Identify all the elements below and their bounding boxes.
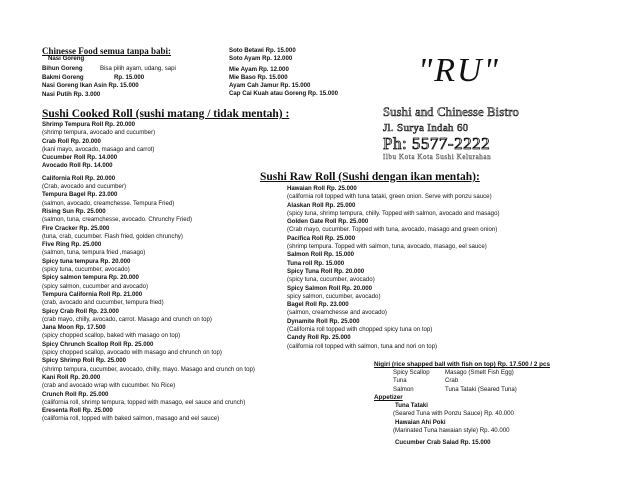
logo-line-2: Jl. Surya Indah 60 <box>383 122 469 134</box>
list-item: Bihun Goreng Bisa pilih ayam, udang, sapi <box>42 65 176 73</box>
menu-item-desc: (kani mayo, avocado, masago and carrot) <box>42 145 155 153</box>
menu-item-desc: (crab mayo, chilly, avocado, carrot. Masago and crunch on top) <box>42 315 212 323</box>
list-item: Tuna Tataki <box>395 402 428 409</box>
menu-item-name: Dynamite Roll Rp. 25.000 <box>287 317 360 325</box>
menu-item-desc: (tuna, crab, cucumber. Flash fried, golden chrunchy) <box>42 232 183 240</box>
menu-item-name: Alaskan Roll Rp. 25.000 <box>287 201 356 209</box>
logo-mark: "RU" <box>418 52 500 89</box>
table-row: Spicy Scallop Masago (Smelt Fish Egg) <box>393 369 514 376</box>
menu-item-name: Tuna roll Rp. 15.000 <box>287 259 345 267</box>
menu-item-desc: (california roll topped with salmon, tuna and nori on top) <box>287 342 438 350</box>
chinese-food-list-right <box>229 47 338 99</box>
menu-item-desc: (spicy chopped scallop, baked with masago on top) <box>42 332 181 340</box>
menu-item-desc: (California roll topped with chopped spicy tuna on top) <box>287 326 433 334</box>
menu-item-name: Spicy Crab Roll Rp. 23.000 <box>42 307 119 315</box>
menu-item-name: Golden Gate Roll Rp. 25.000 <box>287 218 369 226</box>
menu-item-desc: (Crab mayo, cucumber. Topped with tuna, avocado, masago and green onion) <box>287 226 498 234</box>
menu-item-name: Candy Roll Rp. 25.000 <box>287 334 351 342</box>
logo-line-1: Sushi and Chinesse Bistro <box>383 105 519 119</box>
list-item: Mie Baso Rp. 15.000 <box>229 73 288 81</box>
menu-item-desc: (Crab, avocado and cucumber) <box>42 183 127 191</box>
menu-item-desc: (salmon, creamchesse and avocado) <box>287 309 387 317</box>
appetizer-list <box>393 402 514 447</box>
menu-item-desc: (california roll, topped with baked salmon, masago and eel sauce) <box>42 415 220 423</box>
list-item: Hawaian Ahi Poki <box>395 418 446 426</box>
raw-roll-title: Sushi Raw Roll (Sushi dengan ikan mentah): <box>260 171 480 183</box>
menu-item-desc: (spicy tuna, shrimp tempura, chilly. Topped with salmon, avocado and masago) <box>287 209 500 217</box>
menu-item-name: Crab Roll Rp. 20.000 <box>42 137 101 145</box>
menu-item-name: Fire Cracker Rp. 25.000 <box>42 224 110 232</box>
menu-item-name: Hawaian Roll Rp. 25.000 <box>287 185 357 192</box>
list-item-desc: (Seared Tuna with Ponzu Sauce) Rp. 40.000 <box>393 410 514 418</box>
list-item: Bakmi Goreng Rp. 15.000 <box>42 73 145 81</box>
menu-item-desc: (spicy tuna, cucumber, avocado) <box>287 276 375 284</box>
menu-item-desc: (california roll topped with tuna tataki, green onion. Serve with ponzu sauce) <box>287 193 492 201</box>
list-item: Mie Ayam Rp. 12.000 <box>229 65 289 73</box>
menu-item-desc: (spicy tuna, cucumber, avocado) <box>42 266 130 274</box>
list-item: Ayam Cah Jamur Rp. 15.000 <box>229 82 311 90</box>
menu-item-name: California Roll Rp. 20.000 <box>42 174 116 182</box>
menu-item-desc: (shrimp tempura. Topped with salmon, tuna, avocado, masago, eel sauce) <box>287 243 487 251</box>
menu-item-name: Crunch Roll Rp. 25.000 <box>42 390 109 398</box>
menu-item-desc: spicy salmon, cucumber, avocado) <box>287 292 381 300</box>
menu-item-desc: (salmon, tuna, tempura fried ,masago) <box>42 249 146 257</box>
menu-item-desc: (shrimp tempura, avocado and cucumber) <box>42 129 156 137</box>
menu-item-name: Eresenta Roll Rp. 25.000 <box>42 407 113 415</box>
table-row: Tuna Crab <box>393 377 459 385</box>
menu-item-name: Avocado Roll Rp. 14.000 <box>42 162 113 170</box>
menu-item-name: Bagel Roll Rp. 23.000 <box>287 301 349 309</box>
logo-line-4: Ilbu Kota Kota Sushi Kelurahan <box>383 153 492 161</box>
menu-item-name: Kani Roll Rp. 20.000 <box>42 373 101 381</box>
nigiri-title: Nigiri (rice shapped ball with fish on top) Rp. 17.500 / 2 pcs <box>374 361 550 368</box>
cooked-roll-title: Sushi Cooked Roll (sushi matang / tidak mentah) : <box>42 108 290 120</box>
list-item: Nasi Goreng <box>48 55 85 62</box>
nigiri-table <box>393 369 517 394</box>
menu-item-name: Jana Moon Rp. 17.500 <box>42 324 106 332</box>
list-item: Cucumber Crab Salad Rp. 15.000 <box>395 439 491 447</box>
menu-item-desc: (spicy salmon, cucumber and avocado) <box>42 282 149 290</box>
menu-item-desc: (salmon, tuna, creamchesse, avocado. Chrunchy Fried) <box>42 216 193 224</box>
logo-line-3: Ph: 5577-2222 <box>383 134 491 153</box>
menu-item-name: Rising Sun Rp. 25.000 <box>42 207 106 215</box>
chinese-food-list-left <box>42 55 176 99</box>
menu-item-name: Shrimp Tempura Roll Rp. 20.000 <box>42 121 136 128</box>
menu-item-name: Salmon Roll Rp. 15.000 <box>287 251 355 259</box>
menu-item-desc: (california roll, shrimp tempura, topped with masago, eel sauce and crunch) <box>42 398 246 406</box>
menu-item-name: Pacifica Roll Rp. 25.000 <box>287 234 356 242</box>
chinese-food-title: Chinesse Food semua tanpa babi: <box>42 46 172 56</box>
menu-item-name: Spicy Salmon Roll Rp. 20.000 <box>287 284 373 292</box>
list-item: Soto Betawi Rp. 15.000 <box>229 47 296 54</box>
menu-item-name: Cucumber Roll Rp. 14.000 <box>42 154 118 162</box>
menu-item-name: Tempura Bagel Rp. 23.000 <box>42 191 118 199</box>
list-item: Nasi Putih Rp. 3.000 <box>42 90 101 98</box>
menu-item-name: Tempura California Roll Rp. 21.000 <box>42 290 143 298</box>
cooked-roll-list <box>42 121 255 424</box>
menu-item-desc: (crab and avocado wrap with cucumber. No Rice) <box>42 382 176 390</box>
list-item: Cap Cai Kuah atau Goreng Rp. 15.000 <box>229 90 339 98</box>
menu-item-name: Spicy Shrimp Roll Rp. 25.000 <box>42 357 126 365</box>
list-item: Soto Ayam Rp. 12.000 <box>229 55 293 63</box>
menu-item-name: Spicy tuna tempura Rp. 20.000 <box>42 257 131 265</box>
menu-item-desc: (shrimp tempura, cucumber, avocado, chilly, mayo. Masago and crunch on top) <box>42 365 255 373</box>
list-item: Nasi Goreng Ikan Asin Rp. 15.000 <box>42 81 139 89</box>
menu-item-name: Five Ring Rp. 25.000 <box>42 241 102 249</box>
menu-item-name: Spicy Chrunch Scallop Roll Rp. 25.000 <box>42 340 154 348</box>
menu-item-name: Spicy salmon tempura Rp. 20.000 <box>42 274 139 282</box>
raw-roll-list <box>287 185 499 351</box>
table-row: Salmon Tuna Tataki (Seared Tuna) <box>393 385 517 393</box>
menu-item-desc: (crab, avocado and cucumber, tempura fried) <box>42 299 164 307</box>
appetizer-title: Appetizer <box>374 394 403 401</box>
menu-item-desc: (salmon, avocado, creamchesse. Tempura Fried) <box>42 199 175 207</box>
menu-item-desc: (spicy chopped scallop, avocado with masago and chrunch on top) <box>42 349 222 357</box>
list-item-desc: (Marinated Tuna hawaian style) Rp. 40.000 <box>393 426 510 434</box>
menu-item-name: Spicy Tuna Roll Rp. 20.000 <box>287 267 365 275</box>
